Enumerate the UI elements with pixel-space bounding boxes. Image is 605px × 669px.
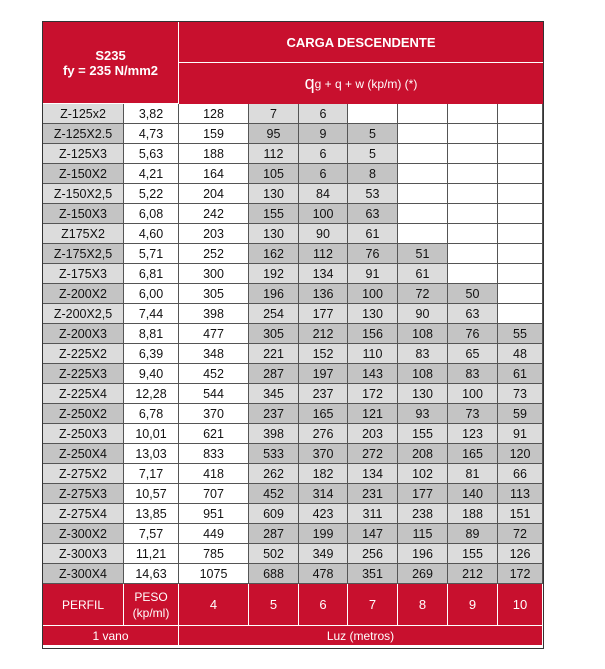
profile-cell: Z-125x2 <box>43 104 124 124</box>
profile-cell: Z-225X4 <box>43 384 124 404</box>
steel-grade: S235 <box>95 47 126 63</box>
load-cell: 188 <box>448 504 498 524</box>
load-cell: 115 <box>398 524 448 544</box>
load-cell: 63 <box>348 204 398 224</box>
load-cell: 130 <box>398 384 448 404</box>
weight-cell: 5,71 <box>124 244 179 264</box>
load-cell: 237 <box>249 404 299 424</box>
weight-cell: 11,21 <box>124 544 179 564</box>
weight-cell: 6,78 <box>124 404 179 424</box>
load-cell: 196 <box>398 544 448 564</box>
load-title-text: CARGA DESCENDENTE <box>286 34 436 50</box>
load-cell: 287 <box>249 524 299 544</box>
weight-cell: 7,17 <box>124 464 179 484</box>
profile-cell: Z-300X2 <box>43 524 124 544</box>
load-cell: 59 <box>498 404 543 424</box>
load-cell: 621 <box>179 424 249 444</box>
load-cell: 113 <box>498 484 543 504</box>
weight-cell: 7,44 <box>124 304 179 324</box>
load-cell: 120 <box>498 444 543 464</box>
weight-cell: 4,60 <box>124 224 179 244</box>
footer-profile: PERFIL <box>43 584 124 626</box>
load-cell: 221 <box>249 344 299 364</box>
load-cell: 140 <box>448 484 498 504</box>
load-cell: 212 <box>448 564 498 584</box>
load-cell: 231 <box>348 484 398 504</box>
load-cell: 72 <box>398 284 448 304</box>
load-cell: 348 <box>179 344 249 364</box>
footer-luz: Luz (metros) <box>179 626 543 646</box>
footer-span-7: 7 <box>348 584 398 626</box>
profile-cell: Z-150X2,5 <box>43 184 124 204</box>
load-cell: 165 <box>448 444 498 464</box>
footer-span-9: 9 <box>448 584 498 626</box>
load-cell: 305 <box>249 324 299 344</box>
load-cell: 370 <box>299 444 348 464</box>
load-cell <box>398 224 448 244</box>
load-cell <box>398 144 448 164</box>
load-cell: 73 <box>448 404 498 424</box>
weight-cell: 7,57 <box>124 524 179 544</box>
load-cell <box>448 144 498 164</box>
footer-span-4: 4 <box>179 584 249 626</box>
load-cell: 110 <box>348 344 398 364</box>
load-cell <box>448 164 498 184</box>
weight-cell: 6,39 <box>124 344 179 364</box>
weight-cell: 10,01 <box>124 424 179 444</box>
load-cell: 177 <box>398 484 448 504</box>
load-cell: 123 <box>448 424 498 444</box>
load-cell: 951 <box>179 504 249 524</box>
load-cell: 833 <box>179 444 249 464</box>
load-cell: 272 <box>348 444 398 464</box>
load-cell: 192 <box>249 264 299 284</box>
footer-span-10: 10 <box>498 584 543 626</box>
load-cell: 314 <box>299 484 348 504</box>
load-cell: 423 <box>299 504 348 524</box>
load-cell: 398 <box>179 304 249 324</box>
load-cell: 147 <box>348 524 398 544</box>
weight-cell: 4,73 <box>124 124 179 144</box>
load-cell <box>398 204 448 224</box>
weight-cell: 10,57 <box>124 484 179 504</box>
load-cell: 204 <box>179 184 249 204</box>
load-cell: 155 <box>249 204 299 224</box>
load-cell: 90 <box>299 224 348 244</box>
load-cell: 182 <box>299 464 348 484</box>
load-cell: 134 <box>348 464 398 484</box>
load-cell: 128 <box>179 104 249 124</box>
load-cell: 237 <box>299 384 348 404</box>
profile-cell: Z-200X3 <box>43 324 124 344</box>
formula-text: g + q + w (kp/m) (*) <box>314 76 418 91</box>
load-cell: 197 <box>299 364 348 384</box>
load-cell: 5 <box>348 144 398 164</box>
load-cell: 72 <box>498 524 543 544</box>
profile-cell: Z-275X4 <box>43 504 124 524</box>
weight-cell: 9,40 <box>124 364 179 384</box>
load-cell: 130 <box>249 224 299 244</box>
load-cell <box>448 264 498 284</box>
load-cell: 345 <box>249 384 299 404</box>
load-cell: 164 <box>179 164 249 184</box>
load-cell: 188 <box>179 144 249 164</box>
profile-cell: Z-175X3 <box>43 264 124 284</box>
load-cell: 76 <box>448 324 498 344</box>
weight-cell: 13,03 <box>124 444 179 464</box>
weight-cell: 3,82 <box>124 104 179 124</box>
load-cell: 100 <box>299 204 348 224</box>
profile-cell: Z-225X3 <box>43 364 124 384</box>
load-cell <box>448 224 498 244</box>
load-cell <box>448 244 498 264</box>
weight-cell: 6,81 <box>124 264 179 284</box>
load-cell <box>448 104 498 124</box>
load-cell: 112 <box>249 144 299 164</box>
load-cell: 196 <box>249 284 299 304</box>
weight-cell: 12,28 <box>124 384 179 404</box>
load-cell: 311 <box>348 504 398 524</box>
load-cell: 172 <box>348 384 398 404</box>
load-cell: 112 <box>299 244 348 264</box>
load-cell: 478 <box>299 564 348 584</box>
load-cell: 6 <box>299 164 348 184</box>
load-cell: 50 <box>448 284 498 304</box>
load-cell: 83 <box>448 364 498 384</box>
load-cell <box>398 164 448 184</box>
load-cell: 8 <box>348 164 398 184</box>
load-cell: 81 <box>448 464 498 484</box>
load-cell: 370 <box>179 404 249 424</box>
load-cell: 452 <box>249 484 299 504</box>
load-cell: 126 <box>498 544 543 564</box>
yield-strength: fy = 235 N/mm2 <box>62 62 159 78</box>
load-cell: 199 <box>299 524 348 544</box>
load-cell: 105 <box>249 164 299 184</box>
load-cell: 155 <box>398 424 448 444</box>
load-cell <box>498 264 543 284</box>
load-cell <box>348 104 398 124</box>
load-cell: 84 <box>299 184 348 204</box>
load-cell: 63 <box>448 304 498 324</box>
load-cell: 203 <box>348 424 398 444</box>
load-cell: 533 <box>249 444 299 464</box>
load-cell: 177 <box>299 304 348 324</box>
load-title <box>179 22 543 63</box>
profile-cell: Z175X2 <box>43 224 124 244</box>
load-cell: 212 <box>299 324 348 344</box>
load-cell: 100 <box>348 284 398 304</box>
load-cell: 544 <box>179 384 249 404</box>
load-cell <box>498 284 543 304</box>
weight-cell: 5,63 <box>124 144 179 164</box>
load-cell: 351 <box>348 564 398 584</box>
load-cell: 6 <box>299 104 348 124</box>
load-cell: 262 <box>249 464 299 484</box>
profile-cell: Z-150X3 <box>43 204 124 224</box>
steel-grade-header <box>43 22 179 104</box>
load-cell: 61 <box>348 224 398 244</box>
load-cell: 51 <box>398 244 448 264</box>
profile-cell: Z-275X2 <box>43 464 124 484</box>
load-cell: 95 <box>249 124 299 144</box>
load-cell: 502 <box>249 544 299 564</box>
load-cell <box>448 124 498 144</box>
load-cell <box>398 104 448 124</box>
load-cell: 61 <box>498 364 543 384</box>
footer-span-5: 5 <box>249 584 299 626</box>
load-cell: 5 <box>348 124 398 144</box>
load-cell: 151 <box>498 504 543 524</box>
load-cell <box>398 124 448 144</box>
footer-vano: 1 vano <box>43 626 179 646</box>
profile-cell: Z-200X2,5 <box>43 304 124 324</box>
load-cell <box>498 184 543 204</box>
load-cell: 349 <box>299 544 348 564</box>
load-cell: 76 <box>348 244 398 264</box>
load-cell <box>448 184 498 204</box>
load-cell: 165 <box>299 404 348 424</box>
load-cell: 449 <box>179 524 249 544</box>
load-cell: 256 <box>348 544 398 564</box>
load-cell: 100 <box>448 384 498 404</box>
profile-cell: Z-250X3 <box>43 424 124 444</box>
load-cell: 53 <box>348 184 398 204</box>
profile-cell: Z-225X2 <box>43 344 124 364</box>
load-cell: 159 <box>179 124 249 144</box>
load-cell: 6 <box>299 144 348 164</box>
load-cell: 108 <box>398 364 448 384</box>
load-cell: 136 <box>299 284 348 304</box>
load-cell: 102 <box>398 464 448 484</box>
load-cell: 252 <box>179 244 249 264</box>
footer-span-6: 6 <box>299 584 348 626</box>
load-cell <box>498 144 543 164</box>
weight-cell: 8,81 <box>124 324 179 344</box>
load-cell: 269 <box>398 564 448 584</box>
load-cell: 254 <box>249 304 299 324</box>
load-cell: 688 <box>249 564 299 584</box>
load-cell <box>498 104 543 124</box>
profile-cell: Z-250X4 <box>43 444 124 464</box>
footer-weight: PESO (kp/ml) <box>124 584 179 626</box>
load-cell: 121 <box>348 404 398 424</box>
load-cell: 276 <box>299 424 348 444</box>
load-cell <box>498 164 543 184</box>
load-cell: 7 <box>249 104 299 124</box>
profile-cell: Z-125X3 <box>43 144 124 164</box>
weight-cell: 5,22 <box>124 184 179 204</box>
load-cell: 785 <box>179 544 249 564</box>
profile-cell: Z-150X2 <box>43 164 124 184</box>
load-cell: 73 <box>498 384 543 404</box>
weight-cell: 6,08 <box>124 204 179 224</box>
load-formula <box>179 63 543 104</box>
load-cell: 305 <box>179 284 249 304</box>
load-cell: 130 <box>348 304 398 324</box>
load-cell <box>398 184 448 204</box>
load-table <box>42 21 544 649</box>
formula-symbol: q <box>304 73 315 93</box>
load-cell: 452 <box>179 364 249 384</box>
profile-cell: Z-300X3 <box>43 544 124 564</box>
load-cell: 83 <box>398 344 448 364</box>
load-cell: 398 <box>249 424 299 444</box>
profile-cell: Z-125X2.5 <box>43 124 124 144</box>
load-cell: 108 <box>398 324 448 344</box>
load-cell: 172 <box>498 564 543 584</box>
weight-cell: 13,85 <box>124 504 179 524</box>
load-cell: 208 <box>398 444 448 464</box>
load-cell: 89 <box>448 524 498 544</box>
load-cell <box>498 224 543 244</box>
load-cell: 477 <box>179 324 249 344</box>
load-cell: 93 <box>398 404 448 424</box>
weight-cell: 4,21 <box>124 164 179 184</box>
weight-cell: 6,00 <box>124 284 179 304</box>
load-cell: 65 <box>448 344 498 364</box>
load-cell: 1075 <box>179 564 249 584</box>
load-cell: 609 <box>249 504 299 524</box>
load-cell: 55 <box>498 324 543 344</box>
profile-cell: Z-250X2 <box>43 404 124 424</box>
load-cell: 155 <box>448 544 498 564</box>
load-cell: 152 <box>299 344 348 364</box>
profile-cell: Z-300X4 <box>43 564 124 584</box>
profile-cell: Z-200X2 <box>43 284 124 304</box>
load-cell <box>448 204 498 224</box>
profile-cell: Z-175X2,5 <box>43 244 124 264</box>
load-cell <box>498 304 543 324</box>
load-cell: 66 <box>498 464 543 484</box>
load-cell: 238 <box>398 504 448 524</box>
load-cell: 242 <box>179 204 249 224</box>
load-cell: 91 <box>498 424 543 444</box>
load-cell: 9 <box>299 124 348 144</box>
load-cell: 61 <box>398 264 448 284</box>
load-cell: 418 <box>179 464 249 484</box>
load-cell: 130 <box>249 184 299 204</box>
load-cell: 287 <box>249 364 299 384</box>
load-cell: 162 <box>249 244 299 264</box>
load-cell: 203 <box>179 224 249 244</box>
load-cell: 90 <box>398 304 448 324</box>
load-cell: 143 <box>348 364 398 384</box>
footer-span-8: 8 <box>398 584 448 626</box>
load-cell: 707 <box>179 484 249 504</box>
load-cell: 91 <box>348 264 398 284</box>
load-cell: 48 <box>498 344 543 364</box>
load-cell <box>498 244 543 264</box>
load-cell: 300 <box>179 264 249 284</box>
load-cell <box>498 204 543 224</box>
load-cell <box>498 124 543 144</box>
weight-cell: 14,63 <box>124 564 179 584</box>
profile-cell: Z-275X3 <box>43 484 124 504</box>
load-cell: 156 <box>348 324 398 344</box>
load-cell: 134 <box>299 264 348 284</box>
